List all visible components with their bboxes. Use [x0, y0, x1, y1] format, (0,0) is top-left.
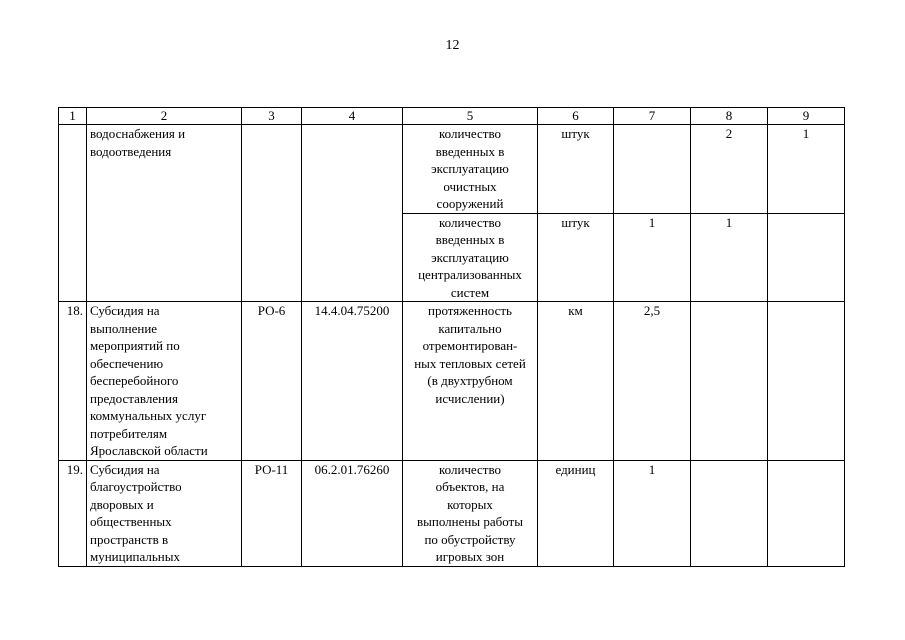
- unit-cell: единиц: [538, 460, 614, 566]
- value-cell-7: 1: [614, 460, 691, 566]
- code-cell: [242, 125, 302, 302]
- indicator-cell-line: игровых зон: [435, 549, 505, 564]
- indicator-cell: [403, 302, 538, 461]
- indicator-cell-line: количество: [438, 126, 502, 141]
- page-number: 12: [445, 38, 460, 53]
- subsidy-name-cell-line: потребителям: [90, 425, 168, 441]
- indicator-cell: [403, 213, 538, 302]
- header-cell: 8: [691, 108, 768, 125]
- subsidy-name-cell-line: бесперебойного: [90, 373, 179, 388]
- value-cell-7: 1: [614, 213, 691, 302]
- value-cell-9: 1: [768, 125, 845, 214]
- header-cell: 9: [768, 108, 845, 125]
- subsidy-name-cell-line: мероприятий по: [90, 338, 180, 353]
- value-cell-9: [768, 213, 845, 302]
- indicator-cell-line: отремонтирован-: [422, 338, 518, 353]
- table-row: [59, 125, 845, 214]
- value-cell-9: [768, 302, 845, 461]
- header-cell: 7: [614, 108, 691, 125]
- indicator-cell-line: количество: [438, 214, 502, 230]
- header-cell: 2: [87, 108, 242, 125]
- indicator-cell-line: введенных в: [435, 143, 505, 159]
- value-cell-8: [691, 302, 768, 461]
- indicator-cell-line: эксплуатацию: [431, 249, 509, 265]
- row-number-cell: [59, 125, 87, 302]
- header-cell: 6: [538, 108, 614, 125]
- value-cell-8: [691, 460, 768, 566]
- subsidy-name-cell-line: Субсидия на: [90, 461, 160, 477]
- indicator-cell-line: количество: [438, 461, 502, 477]
- subsidy-name-cell-line: водоснабжения и: [90, 126, 186, 141]
- indicator-cell-line: введенных в: [435, 232, 505, 247]
- indicator-cell-line: эксплуатацию: [431, 161, 509, 176]
- subsidy-name-cell-line: предоставления: [90, 390, 178, 406]
- table-row: [59, 460, 845, 566]
- subsidy-name-cell: [87, 125, 242, 302]
- indicator-cell: [403, 125, 538, 214]
- kbk-cell: 14.4.04.75200: [302, 302, 403, 461]
- unit-cell: км: [538, 302, 614, 461]
- subsidy-table: [58, 107, 845, 567]
- indicator-cell-line: объектов, на: [435, 479, 505, 494]
- indicator-cell-line: по обустройству: [424, 531, 516, 547]
- subsidy-name-cell-line: водоотведения: [90, 143, 172, 159]
- indicator-cell-line: очистных: [443, 178, 497, 194]
- header-cell: 1: [59, 108, 87, 125]
- value-cell-8: 1: [691, 213, 768, 302]
- row-number-cell: 19.: [59, 460, 87, 566]
- value-cell-9: [768, 460, 845, 566]
- indicator-cell-line: исчислении): [435, 390, 505, 406]
- indicator-cell-line: выполнены работы: [417, 514, 523, 529]
- code-cell: РО-6: [242, 302, 302, 461]
- kbk-cell: [302, 125, 403, 302]
- unit-cell: штук: [538, 125, 614, 214]
- table-row: [59, 302, 845, 461]
- row-number-cell: 18.: [59, 302, 87, 461]
- subsidy-name-cell: [87, 460, 242, 566]
- subsidy-name-cell-line: благоустройство: [90, 479, 182, 494]
- unit-cell: штук: [538, 213, 614, 302]
- indicator-cell: [403, 460, 538, 566]
- header-cell: 3: [242, 108, 302, 125]
- header-cell: 4: [302, 108, 403, 125]
- subsidy-name-cell-line: общественных: [90, 514, 172, 529]
- value-cell-7: 2,5: [614, 302, 691, 461]
- indicator-cell-line: ных тепловых сетей: [414, 355, 526, 371]
- value-cell-7: [614, 125, 691, 214]
- subsidy-name-cell-line: дворовых и: [90, 496, 154, 512]
- table-body: [59, 125, 845, 567]
- indicator-cell-line: централизованных: [418, 267, 522, 282]
- indicator-cell-line: (в двухтрубном: [427, 373, 513, 388]
- subsidy-name-cell-line: муниципальных: [90, 549, 181, 564]
- indicator-cell-line: протяженность: [428, 303, 512, 318]
- subsidy-name-cell-line: выполнение: [90, 320, 158, 336]
- indicator-cell-line: капитально: [438, 320, 502, 336]
- subsidy-name-cell-line: обеспечению: [90, 355, 164, 371]
- subsidy-name-cell: [87, 302, 242, 461]
- indicator-cell-line: сооружений: [436, 196, 504, 211]
- indicator-cell-line: систем: [450, 284, 490, 300]
- subsidy-name-cell-line: Субсидия на: [90, 303, 160, 318]
- kbk-cell: 06.2.01.76260: [302, 460, 403, 566]
- subsidy-name-cell-line: коммунальных услуг: [90, 408, 207, 423]
- value-cell-8: 2: [691, 125, 768, 214]
- code-cell: РО-11: [242, 460, 302, 566]
- subsidy-name-cell-line: пространств в: [90, 531, 169, 547]
- header-cell: 5: [403, 108, 538, 125]
- subsidy-name-cell-line: Ярославской области: [90, 443, 208, 458]
- column-number-header: [59, 108, 845, 125]
- indicator-cell-line: которых: [447, 496, 493, 512]
